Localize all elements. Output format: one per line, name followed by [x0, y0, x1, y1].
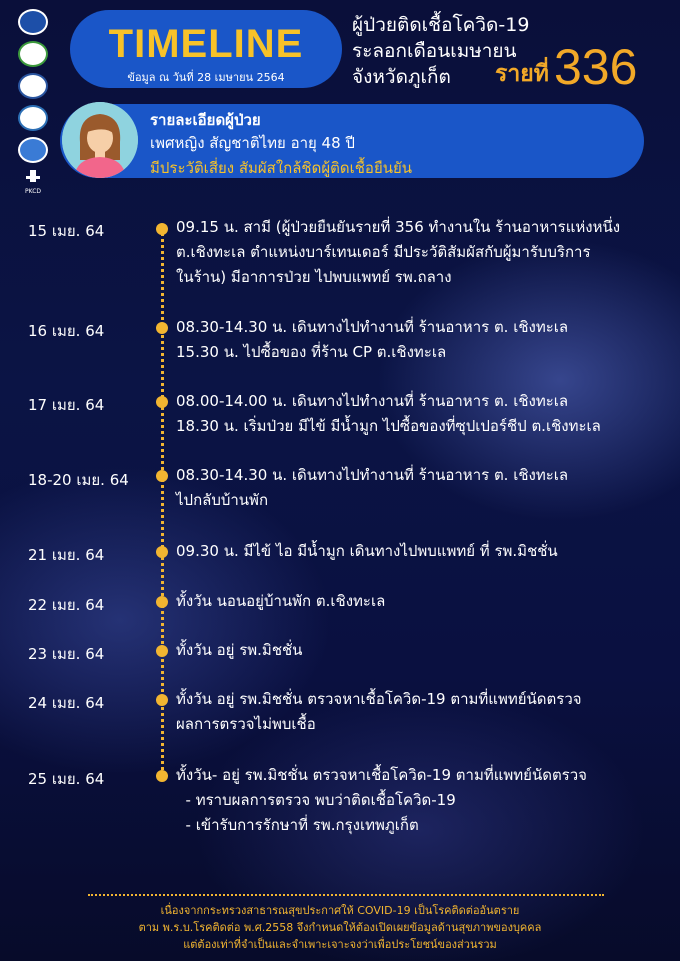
- timeline-event: [176, 463, 676, 513]
- timeline-date: 15 เมย. 64: [28, 222, 105, 240]
- timeline-date: 22 เมย. 64: [28, 596, 105, 614]
- timeline-event-line: ผลการตรวจไม่พบเชื้อ: [176, 715, 316, 733]
- timeline-dot: [156, 470, 168, 482]
- timeline-dot: [156, 223, 168, 235]
- patient-risk: มีประวัติเสี่ยง สัมผัสใกล้ชิดผู้ติดเชื้อยืนยัน: [150, 159, 413, 177]
- heading-line-1: ผู้ป่วยติดเชื้อโควิด-19: [352, 14, 530, 36]
- hospital-logo-icon: [18, 105, 48, 131]
- pkcd-logo-icon: [21, 169, 45, 193]
- patient-avatar-icon: [62, 102, 138, 178]
- ministry-logo-icon: [18, 9, 48, 35]
- footer-divider: [88, 894, 604, 896]
- timeline-event: [176, 687, 676, 737]
- timeline-event: [176, 315, 676, 365]
- logo-column: [14, 6, 52, 199]
- timeline-date: 16 เมย. 64: [28, 322, 105, 340]
- timeline-event-line: ทั้งวัน อยู่ รพ.มิชชั่น: [176, 641, 303, 659]
- timeline-event-line: 09.30 น. มีไข้ ไอ มีน้ำมูก เดินทางไปพบแพทย์ ที่ รพ.มิชชั่น: [176, 542, 558, 560]
- timeline-event: [176, 215, 676, 290]
- case-label: รายที่: [495, 61, 549, 87]
- timeline-dot: [156, 596, 168, 608]
- health-office-logo-icon: [18, 137, 48, 163]
- badge-title: TIMELINE: [108, 22, 304, 66]
- timeline-date: 18-20 เมย. 64: [28, 471, 129, 489]
- timeline-badge: [70, 10, 342, 88]
- timeline-dot: [156, 770, 168, 782]
- badge-subtitle: ข้อมูล ณ วันที่ 28 เมษายน 2564: [127, 71, 285, 84]
- timeline-event: [176, 763, 676, 838]
- timeline-event: [176, 539, 676, 564]
- timeline-event-line: 08.00-14.00 น. เดินทางไปทำงานที่ ร้านอาหาร ต. เชิงทะเล: [176, 392, 569, 410]
- footer-line-3: แต่ต้องเท่าที่จำเป็นและจำเพาะเจาะจงว่าเพื่อประโยชน์ของส่วนรวม: [183, 938, 497, 951]
- timeline-date: 21 เมย. 64: [28, 546, 105, 564]
- timeline-event-line: 08.30-14.30 น. เดินทางไปทำงานที่ ร้านอาหาร ต. เชิงทะเล: [176, 466, 569, 484]
- svg-text:PKCD: PKCD: [24, 188, 42, 195]
- timeline-event: [176, 389, 676, 439]
- timeline-dot: [156, 694, 168, 706]
- timeline-event-line: ทั้งวัน อยู่ รพ.มิชชั่น ตรวจหาเชื้อโควิด-19 ตามที่แพทย์นัดตรวจ: [176, 690, 582, 708]
- timeline-event-line: - ทราบผลการตรวจ พบว่าติดเชื้อโควิด-19: [176, 791, 456, 809]
- timeline-event-line: ไปกลับบ้านพัก: [176, 491, 269, 509]
- timeline-event: [176, 589, 676, 614]
- timeline-date: 24 เมย. 64: [28, 694, 105, 712]
- timeline-dot: [156, 546, 168, 558]
- timeline-event-line: - เข้ารับการรักษาที่ รพ.กรุงเทพภูเก็ต: [176, 816, 419, 834]
- timeline-date: 25 เมย. 64: [28, 770, 105, 788]
- heading-line-2: ระลอกเดือนเมษายน: [352, 40, 517, 62]
- timeline-dot: [156, 322, 168, 334]
- province-seal-icon: [18, 73, 48, 99]
- footer-line-1: เนื่องจากกระทรวงสาธารณสุขประกาศให้ COVID-19 เป็นโรคติดต่ออันตราย: [160, 904, 520, 917]
- timeline-event-line: ทั้งวัน- อยู่ รพ.มิชชั่น ตรวจหาเชื้อโควิด-19 ตามที่แพทย์นัดตรวจ: [176, 766, 587, 784]
- timeline-dot: [156, 645, 168, 657]
- timeline-event: [176, 638, 676, 663]
- patient-info: เพศหญิง สัญชาติไทย อายุ 48 ปี: [150, 134, 355, 152]
- case-number: 336: [554, 39, 638, 95]
- timeline-date: 17 เมย. 64: [28, 396, 105, 414]
- timeline-event-line: 18.30 น. เริ่มป่วย มีไข้ มีน้ำมูก ไปซื้อของที่ซุปเปอร์ชีป ต.เชิงทะเล: [176, 417, 601, 435]
- timeline-event-line: 08.30-14.30 น. เดินทางไปทำงานที่ ร้านอาหาร ต. เชิงทะเล: [176, 318, 569, 336]
- patient-section-title: รายละเอียดผู้ป่วย: [150, 111, 261, 129]
- timeline-dot: [156, 396, 168, 408]
- case-number-block: [495, 39, 638, 95]
- timeline-event-line: 09.15 น. สามี (ผู้ป่วยยืนยันรายที่ 356 ทำงานใน ร้านอาหารแห่งหนึ่ง: [176, 218, 621, 236]
- footer-line-2: ตาม พ.ร.บ.โรคติดต่อ พ.ศ.2558 จึงกำหนดให้ต้องเปิดเผยข้อมูลด้านสุขภาพของบุคคล: [138, 921, 542, 934]
- timeline-event-line: ในร้าน) มีอาการป่วย ไปพบแพทย์ รพ.ถลาง: [176, 268, 452, 286]
- timeline-date: 23 เมย. 64: [28, 645, 105, 663]
- timeline-event-line: ทั้งวัน นอนอยู่บ้านพัก ต.เชิงทะเล: [176, 592, 386, 610]
- timeline-event-line: ต.เชิงทะเล ตำแหน่งบาร์เทนเดอร์ มีประวัติสัมผัสกับผู้มารับบริการ: [176, 243, 591, 261]
- heading-line-3: จังหวัดภูเก็ต: [352, 66, 451, 88]
- timeline-event-line: 15.30 น. ไปซื้อของ ที่ร้าน CP ต.เชิงทะเล: [176, 343, 447, 361]
- health-dept-logo-icon: [18, 41, 48, 67]
